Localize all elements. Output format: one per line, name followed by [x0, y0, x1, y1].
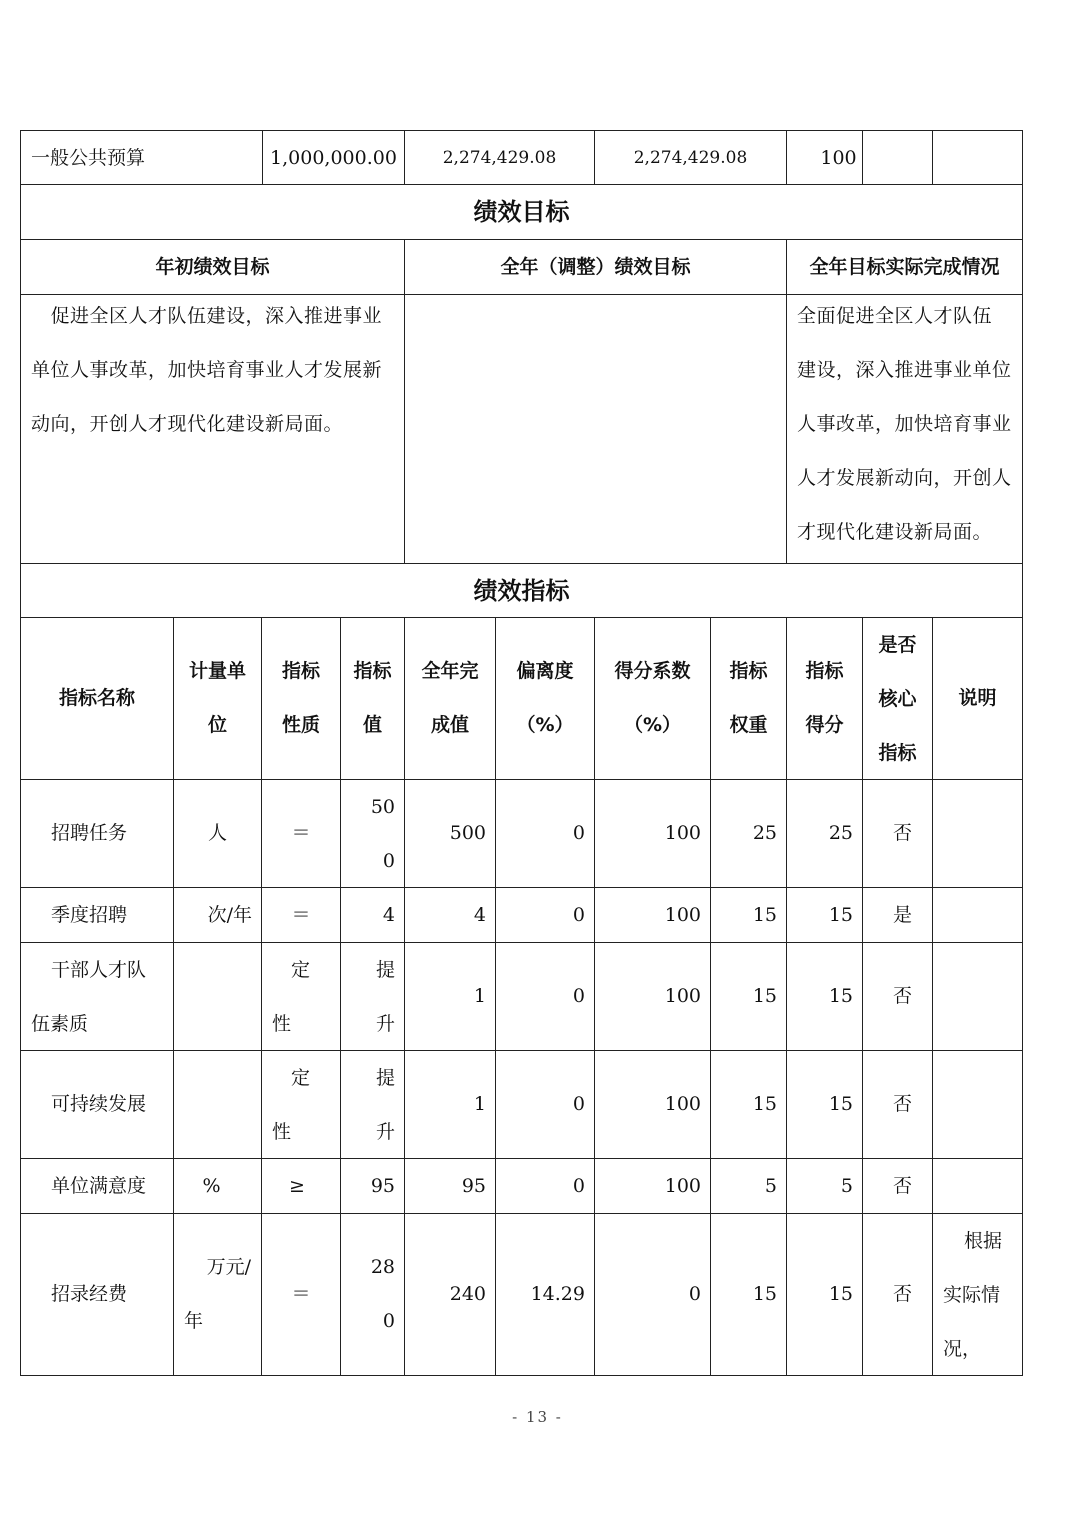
row-weight: 15: [752, 1283, 777, 1305]
indicators-section-title: 绩效指标: [473, 577, 570, 605]
header-nature: 指标 性质: [281, 660, 320, 736]
row-score: 25: [828, 822, 853, 844]
goals-header-initial: 年初绩效目标: [155, 256, 270, 278]
row-unit: %: [202, 1175, 221, 1197]
row-actual-value: 1: [473, 1093, 486, 1115]
goals-initial-text: 促进全区人才队伍建设，深入推进事业 单位人事改革，加快培育事业人才发展新 动向，开创人才现代化建设新局面。: [31, 305, 383, 435]
row-nature: ＝: [291, 822, 311, 844]
page-number: - 13 -: [512, 1408, 563, 1426]
row-core: 否: [892, 1175, 912, 1197]
goals-header-actual: 全年目标实际完成情况: [809, 256, 1000, 278]
row-target-value: 提 升: [375, 959, 395, 1035]
row-name: 季度招聘: [51, 904, 128, 926]
row-deviation: 0: [572, 1093, 585, 1115]
row-score-coef: 100: [664, 904, 701, 926]
row-core: 是: [892, 904, 912, 926]
row-core: 否: [892, 1283, 912, 1305]
row-nature: ≥: [289, 1175, 305, 1197]
row-weight: 15: [752, 904, 777, 926]
row-note: 根据 实际情 况，: [943, 1230, 1002, 1360]
row-score-coef: 100: [664, 822, 701, 844]
header-target-value: 指标 值: [353, 660, 392, 736]
row-deviation: 0: [572, 985, 585, 1007]
budget-value-2: 2,274,429.08: [442, 148, 557, 168]
row-score-coef: 100: [664, 1093, 701, 1115]
header-indicator-name: 指标名称: [58, 687, 135, 709]
row-weight: 25: [752, 822, 777, 844]
row-name: 可持续发展: [51, 1093, 147, 1115]
row-core: 否: [892, 985, 912, 1007]
row-weight: 15: [752, 985, 777, 1007]
goals-section-title: 绩效目标: [473, 198, 570, 226]
row-name: 干部人才队 伍素质: [31, 959, 147, 1035]
row-actual-value: 1: [473, 985, 486, 1007]
row-target-value: 95: [370, 1175, 395, 1197]
row-nature: 定 性: [272, 1067, 310, 1143]
row-deviation: 0: [572, 1175, 585, 1197]
row-score: 15: [828, 1093, 853, 1115]
row-core: 否: [892, 822, 912, 844]
row-nature: ＝: [291, 1283, 311, 1305]
row-target-value: 50 0: [370, 796, 395, 872]
header-score-coef: 得分系数 （%）: [614, 660, 691, 736]
row-actual-value: 95: [461, 1175, 486, 1197]
row-unit: 万元/ 年: [184, 1256, 251, 1332]
row-nature: ＝: [291, 904, 311, 926]
header-note: 说明: [958, 687, 997, 709]
row-name: 招聘任务: [51, 822, 128, 844]
row-deviation: 0: [572, 822, 585, 844]
row-actual-value: 500: [449, 822, 486, 844]
row-score-coef: 0: [688, 1283, 701, 1305]
row-name: 招录经费: [51, 1283, 128, 1305]
header-deviation: 偏离度 （%）: [516, 660, 574, 736]
row-score: 15: [828, 1283, 853, 1305]
header-core: 是否 核心 指标: [878, 634, 917, 764]
row-score: 15: [828, 904, 853, 926]
row-core: 否: [892, 1093, 912, 1115]
row-score-coef: 100: [664, 985, 701, 1007]
row-weight: 5: [764, 1175, 777, 1197]
goals-actual-text: 全面促进全区人才队伍 建设，深入推进事业单位 人事改革，加快培育事业 人才发展新动向，开创人 才现代化建设新局面。: [797, 305, 1012, 543]
row-target-value: 28 0: [370, 1256, 395, 1332]
goals-header-adjusted: 全年（调整）绩效目标: [500, 256, 691, 278]
budget-value-4: 100: [820, 147, 857, 169]
header-score: 指标 得分: [805, 660, 844, 736]
row-actual-value: 240: [449, 1283, 486, 1305]
row-weight: 15: [752, 1093, 777, 1115]
row-unit: 次/年: [207, 904, 252, 926]
header-actual-value: 全年完 成值: [421, 660, 479, 736]
row-deviation: 14.29: [530, 1283, 585, 1305]
header-unit: 计量单 位: [188, 660, 246, 736]
row-actual-value: 4: [473, 904, 486, 926]
header-weight: 指标 权重: [729, 660, 768, 736]
row-target-value: 4: [382, 904, 395, 926]
budget-label: 一般公共预算: [31, 147, 146, 169]
row-score-coef: 100: [664, 1175, 701, 1197]
budget-value-3: 2,274,429.08: [633, 148, 748, 168]
row-deviation: 0: [572, 904, 585, 926]
budget-value-1: 1,000,000.00: [270, 147, 397, 169]
row-target-value: 提 升: [375, 1067, 395, 1143]
row-score: 5: [840, 1175, 853, 1197]
row-unit: 人: [207, 822, 227, 844]
row-nature: 定 性: [272, 959, 310, 1035]
row-score: 15: [828, 985, 853, 1007]
row-name: 单位满意度: [51, 1175, 147, 1197]
